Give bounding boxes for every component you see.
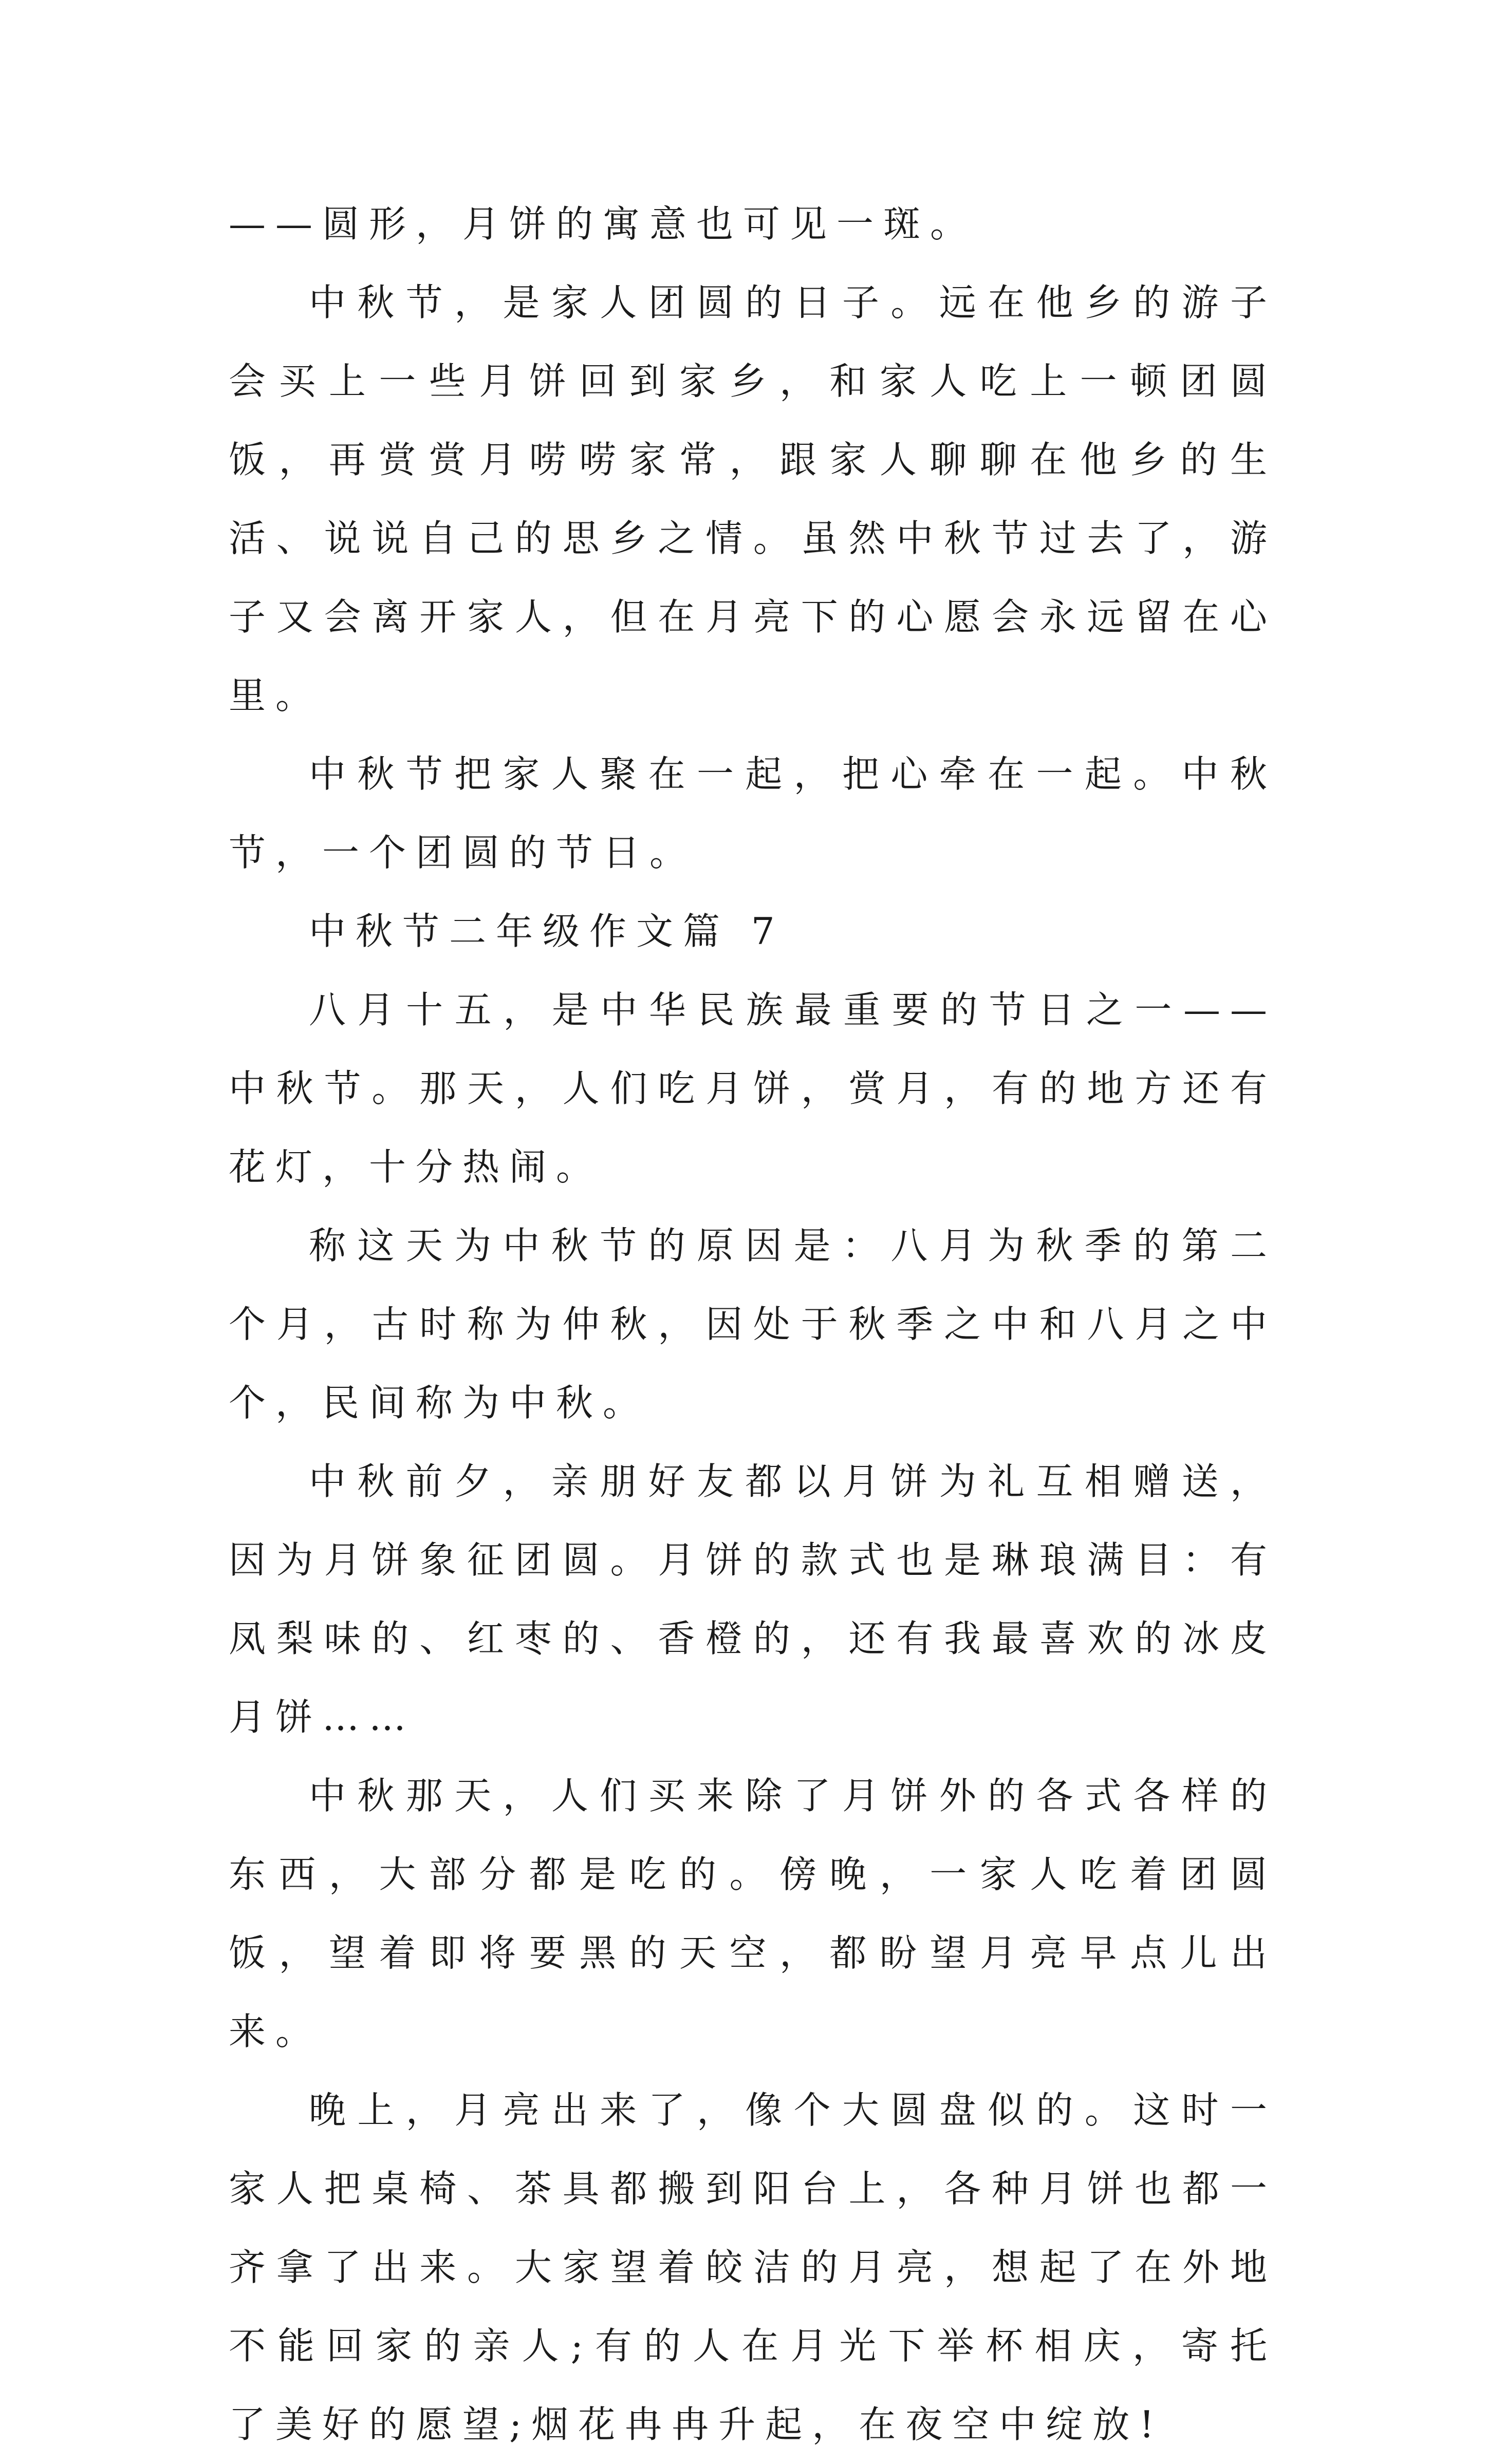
document-page bbox=[229, 185, 1277, 2464]
paragraph: 中秋那天，人们买来除了月饼外的各式各样的东西，大部分都是吃的。傍晚，一家人吃着团圆饭，望着即将要黑的天空，都盼望月亮早点儿出来。 bbox=[229, 1774, 1277, 2053]
paragraph: 八月十五，是中华民族最重要的节日之一——中秋节。那天，人们吃月饼，赏月，有的地方还有花灯，十分热闹。 bbox=[229, 988, 1277, 1189]
paragraph: 晚上，月亮出来了，像个大圆盘似的。这时一家人把桌椅、茶具都搬到阳台上，各种月饼也都一齐拿了出来。大家望着皎洁的月亮，想起了在外地不能回家的亲人;有的人在月光下举杯相庆，寄托了美好的愿望;烟花冉冉升起，在夜空中绽放! bbox=[229, 2089, 1277, 2446]
paragraph: 中秋节把家人聚在一起，把心牵在一起。中秋节，一个团圆的节日。 bbox=[229, 753, 1277, 874]
paragraph-continuation: ——圆形，月饼的寓意也可见一斑。 bbox=[229, 202, 977, 246]
section-heading: 中秋节二年级作文篇 7 bbox=[309, 910, 785, 953]
paragraph: 中秋节，是家人团圆的日子。远在他乡的游子会买上一些月饼回到家乡，和家人吃上一顿团圆饭，再赏赏月唠唠家常，跟家人聊聊在他乡的生活、说说自己的思乡之情。虽然中秋节过去了，游子又会离开家人，但在月亮下的心愿会永远留在心里。 bbox=[229, 281, 1277, 717]
paragraph: 中秋前夕，亲朋好友都以月饼为礼互相赠送，因为月饼象征团圆。月饼的款式也是琳琅满目：有凤梨味的、红枣的、香橙的，还有我最喜欢的冰皮月饼…… bbox=[229, 1460, 1277, 1739]
paragraph: 称这天为中秋节的原因是：八月为秋季的第二个月，古时称为仲秋，因处于秋季之中和八月之中个，民间称为中秋。 bbox=[229, 1224, 1277, 1424]
